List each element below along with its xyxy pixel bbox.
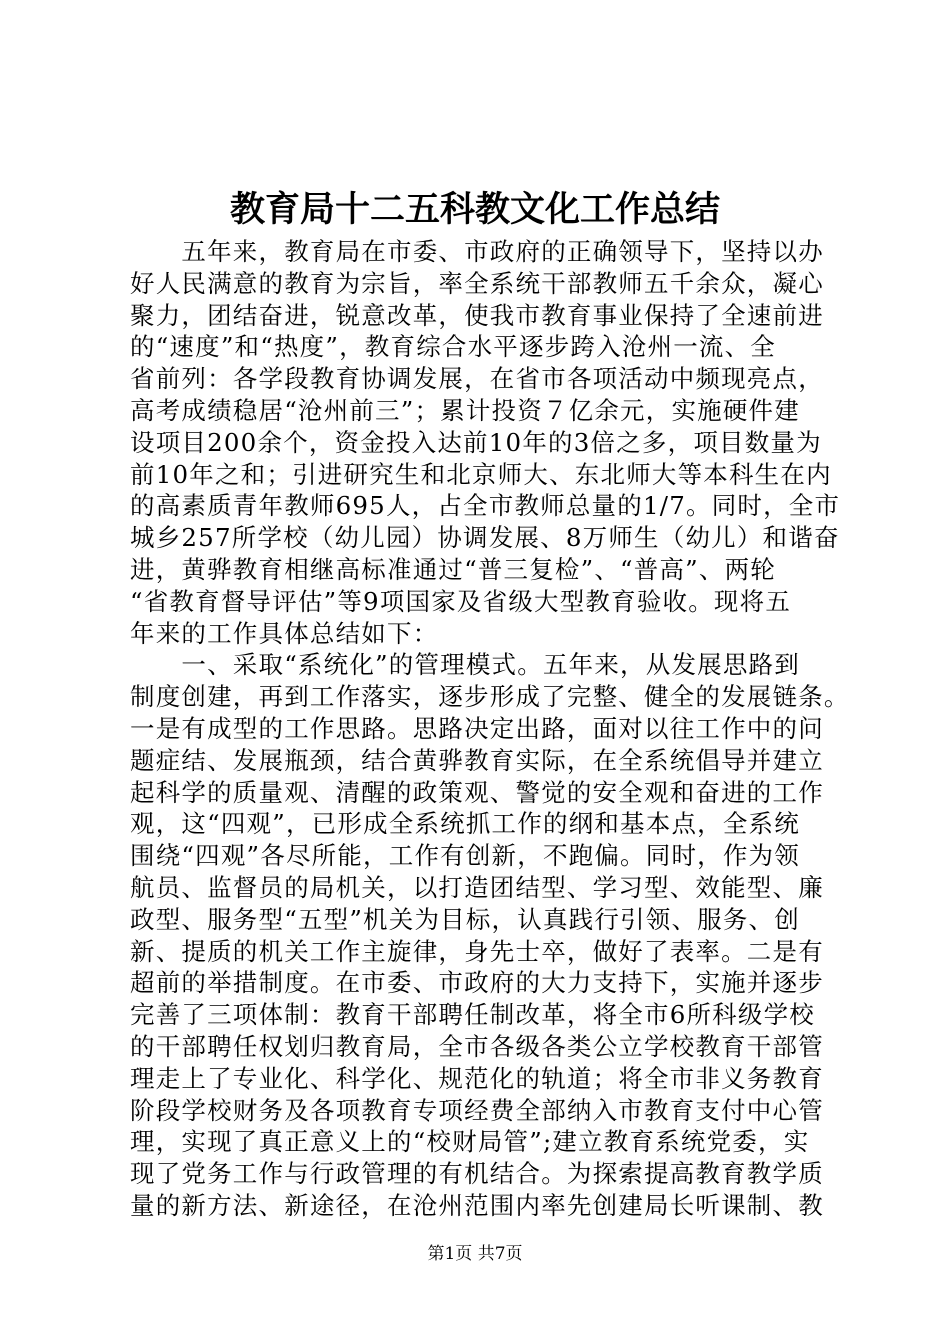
body-line: 的“速度”和“热度”，教育综合水平逐步跨入沧州一流、全: [130, 332, 776, 362]
body-line: 高考成绩稳居“沧州前三”；累计投资７亿余元，实施硬件建: [130, 395, 800, 425]
document-title: 教育局十二五科教文化工作总结: [229, 189, 720, 230]
body-line: 围绕“四观”各尽所能，工作有创新，不跑偏。同时，作为领: [130, 841, 800, 871]
body-line: 航员、监督员的局机关，以打造团结型、学习型、效能型、廉: [130, 872, 824, 902]
body-line: 起科学的质量观、清醒的政策观、警觉的安全观和奋进的工作: [130, 777, 824, 807]
body-line: 年来的工作具体总结如下：: [130, 618, 439, 648]
body-line: 前10年之和；引进研究生和北京师大、东北师大等本科生在内: [130, 459, 832, 489]
body-line: 现了党务工作与行政管理的有机结合。为探索提高教育教学质: [130, 1159, 824, 1189]
body-line: 理走上了专业化、科学化、规范化的轨道；将全市非义务教育: [130, 1063, 824, 1093]
body-line: 完善了三项体制：教育干部聘任制改革，将全市6所科级学校: [130, 1000, 815, 1030]
body-line: 一、采取“系统化”的管理模式。五年来，从发展思路到: [130, 650, 800, 680]
body-line: 聚力，团结奋进，锐意改革，使我市教育事业保持了全速前进: [130, 300, 824, 330]
body-line: 设项目200余个，资金投入达前10年的3倍之多，项目数量为: [130, 427, 822, 457]
body-line: 新、提质的机关工作主旋律，身先士卒，做好了表率。二是有: [130, 936, 824, 966]
page-footer: 第1页 共7页: [427, 1244, 523, 1264]
body-line: 题症结、发展瓶颈，结合黄骅教育实际，在全系统倡导并建立: [130, 745, 824, 775]
body-line: 一是有成型的工作思路。思路决定出路，面对以往工作中的问: [130, 713, 824, 743]
body-line: 量的新方法、新途径，在沧州范围内率先创建局长听课制、教: [130, 1190, 824, 1220]
body-line: 阶段学校财务及各项教育专项经费全部纳入市教育支付中心管: [130, 1095, 824, 1125]
body-line: 城乡257所学校（幼儿园）协调发展、8万师生（幼儿）和谐奋: [130, 523, 840, 553]
body-line: 观，这“四观”，已形成全系统抓工作的纲和基本点，全系统: [130, 809, 800, 839]
body-line: 的高素质青年教师695人，占全市教师总量的1/7。同时，全市: [130, 491, 841, 521]
body-line: 政型、服务型“五型”机关为目标，认真践行引领、服务、创: [130, 904, 800, 934]
body-line: 理，实现了真正意义上的“校财局管”;建立教育系统党委，实: [130, 1127, 810, 1157]
body-line: 超前的举措制度。在市委、市政府的大力支持下，实施并逐步: [130, 968, 824, 998]
document-body: [130, 236, 850, 1222]
body-line: 制度创建，再到工作落实，逐步形成了完整、健全的发展链条。: [130, 682, 850, 712]
body-line: “省教育督导评估”等9项国家及省级大型教育验收。现将五: [130, 586, 792, 616]
body-line: 省前列：各学段教育协调发展，在省市各项活动中频现亮点，: [130, 364, 824, 394]
body-line: 的干部聘任权划归教育局，全市各级各类公立学校教育干部管: [130, 1031, 824, 1061]
body-line: 进，黄骅教育相继高标准通过“普三复检”、“普高”、两轮: [130, 554, 776, 584]
body-line: 五年来，教育局在市委、市政府的正确领导下，坚持以办: [130, 237, 824, 266]
body-line: 好人民满意的教育为宗旨，率全系统干部教师五千余众，凝心: [130, 268, 824, 298]
